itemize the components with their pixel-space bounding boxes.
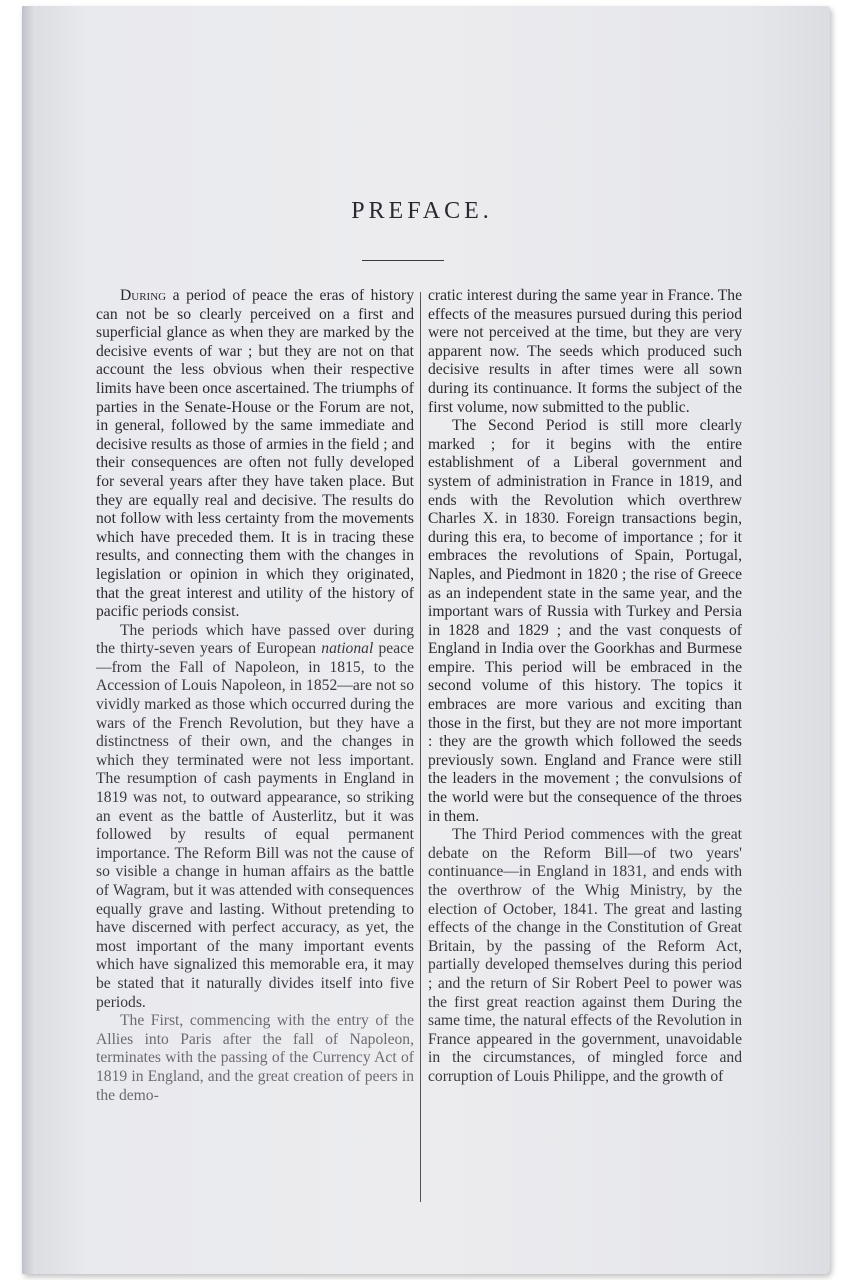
right-paragraph-2: The Second Period is still more clearly marked ; for it begins with the entire establishment of a Liberal government and system of administration in France in 1819, and ends with the Revolution which overthrew Charles X. in 1830. Foreign transactions begin, during this era, to become of importance ; for it embraces the revolutions of Spain, Portugal, Naples, and Piedmont in 1820 ; the rise of Greece as an independent state in the same year, and the important wars of Russia with Turkey and Persia in 1828 and 1829 ; and the vast conquests of England in India over the Goorkhas and Burmese empire. This period will be embraced in the second volume of this history. The topics it embraces are more various and exciting than those in the first, but they are not more important : they are the growth which followed the seeds previously sown. England and France were still the leaders in the movement ; the convulsions of the world were but the consequence of the throes in them. bbox=[428, 417, 742, 825]
drop-lead-word: During bbox=[120, 287, 167, 304]
left-paragraph-2-text-a: The periods which have passed over during the thirty-seven years of European bbox=[96, 621, 414, 658]
title-rule bbox=[362, 260, 444, 261]
page-gutter-shadow bbox=[22, 6, 36, 1274]
page-title: PREFACE. bbox=[351, 198, 493, 224]
left-paragraph-1-text: a period of peace the eras of history can not be so clearly perceived on a first and superficial glance as when they are marked by the decisive events of war ; but they are not on that account the less obvious when their respective limits have been once ascertained. The triumphs of parties in the Senate-House or the Forum are not, in general, followed by the same immediate and decisive results as those of armies in the field ; and their consequences are often not fully developed for several years after they have taken place. But they are equally real and decisive. The results do not follow with less certainty from the movements which have preceded them. It is in tracing these results, and connecting them with the changes in legislation or opinion in which they originated, that the great interest and utility of the history of pacific periods consist. bbox=[96, 287, 414, 621]
column-divider bbox=[420, 292, 421, 1202]
right-column bbox=[428, 287, 742, 1087]
right-paragraph-1: cratic interest during the same year in France. The effects of the measures pursued during this period were not perceived at the time, but they are very apparent now. The seeds which produced such decisive results in after times were all sown during its continuance. It forms the subject of the first volume, now submitted to the public. bbox=[428, 287, 742, 416]
left-paragraph-3: The First, commencing with the entry of the Allies into Paris after the fall of Napoleon, terminates with the passing of the Currency Act of 1819 in England, and the great creation of peers in the demo- bbox=[96, 1012, 414, 1104]
right-paragraph-3: The Third Period commences with the great debate on the Reform Bill—of two years' continuance—in England in 1831, and ends with the overthrow of the Whig Ministry, by the election of October, 1841. The great and lasting effects of the change in the Constitution of Great Britain, by the passing of the Reform Act, partially developed themselves during this period ; and the return of Sir Robert Peel to power was the first great reaction against them During the same time, the natural effects of the Revolution in France appeared in the government, unavoidable in the circumstances, of mingled force and corruption of Louis Philippe, and the growth of bbox=[428, 826, 742, 1085]
left-paragraph-2-italic: national bbox=[321, 640, 374, 658]
left-paragraph-1 bbox=[96, 287, 414, 622]
left-paragraph-2 bbox=[96, 622, 414, 1012]
left-column bbox=[96, 287, 414, 1105]
left-paragraph-2-text-b: peace—from the Fall of Napoleon, in 1815, to the Accession of Louis Napoleon, in 1852—are not so vividly marked as those which occurred during the wars of the French Revolution, but they have a distinctness of their own, and the changes in which they terminated were not less important. The resumption of cash payments in England in 1819 was not, to outward appearance, so striking an event as the battle of Austerlitz, but it was followed by results of equal permanent importance. The Reform Bill was not the cause of so visible a change in human affairs as the battle of Wagram, but it was attended with consequences equally grave and lasting. Without pretending to have discerned with perfect accuracy, as yet, the most important of the many important events which have signalized this memorable era, it may be stated that it naturally divides itself into five periods. bbox=[96, 640, 414, 1011]
